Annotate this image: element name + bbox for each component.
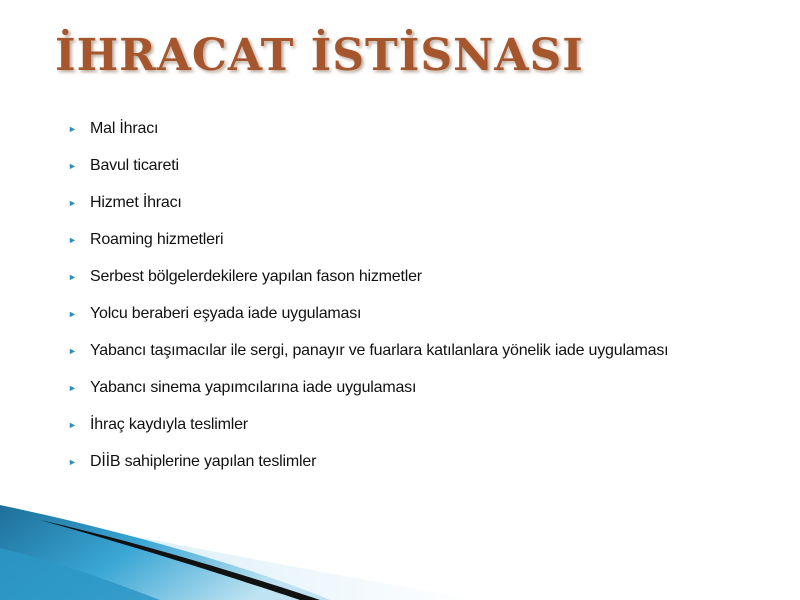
triangle-right-icon: ►	[68, 457, 77, 467]
swoosh-blue-band	[0, 505, 330, 600]
list-item	[68, 151, 750, 181]
list-item	[68, 225, 750, 255]
list-item	[68, 188, 750, 218]
triangle-right-icon: ►	[68, 309, 77, 319]
list-item-text: Yabancı sinema yapımcılarına iade uygulaması	[90, 379, 417, 396]
triangle-right-icon: ►	[68, 383, 77, 393]
triangle-right-icon: ►	[68, 124, 77, 134]
list-item-text: İhraç kaydıyla teslimler	[90, 416, 248, 433]
list-item	[68, 373, 750, 403]
list-item	[68, 336, 750, 366]
triangle-right-icon: ►	[68, 420, 77, 430]
swoosh-light-band	[0, 512, 480, 600]
triangle-right-icon: ►	[68, 346, 77, 356]
list-item-text: Yolcu beraberi eşyada iade uygulaması	[90, 305, 362, 322]
list-item	[68, 114, 750, 144]
triangle-right-icon: ►	[68, 235, 77, 245]
list-item-text: Roaming hizmetleri	[90, 231, 224, 248]
list-item-text: DİİB sahiplerine yapılan teslimler	[90, 453, 317, 470]
triangle-right-icon: ►	[68, 198, 77, 208]
slide-title: İHRACAT İSTİSNASI	[55, 30, 584, 81]
list-item	[68, 299, 750, 329]
list-item	[68, 410, 750, 440]
list-item-text: Mal İhracı	[90, 120, 159, 137]
swoosh-dark-edge	[40, 520, 320, 600]
list-item	[68, 262, 750, 292]
triangle-right-icon: ►	[68, 272, 77, 282]
list-item-text: Yabancı taşımacılar ile sergi, panayır ve fuarlara katılanlara yönelik iade uygulaması	[90, 342, 669, 359]
swoosh-inner-band	[0, 548, 160, 600]
list-item	[68, 447, 750, 477]
list-item-text: Bavul ticareti	[90, 157, 179, 174]
triangle-right-icon: ►	[68, 161, 77, 171]
bullet-list	[68, 114, 750, 484]
list-item-text: Hizmet İhracı	[90, 194, 182, 211]
list-item-text: Serbest bölgelerdekilere yapılan fason hizmetler	[90, 268, 422, 285]
